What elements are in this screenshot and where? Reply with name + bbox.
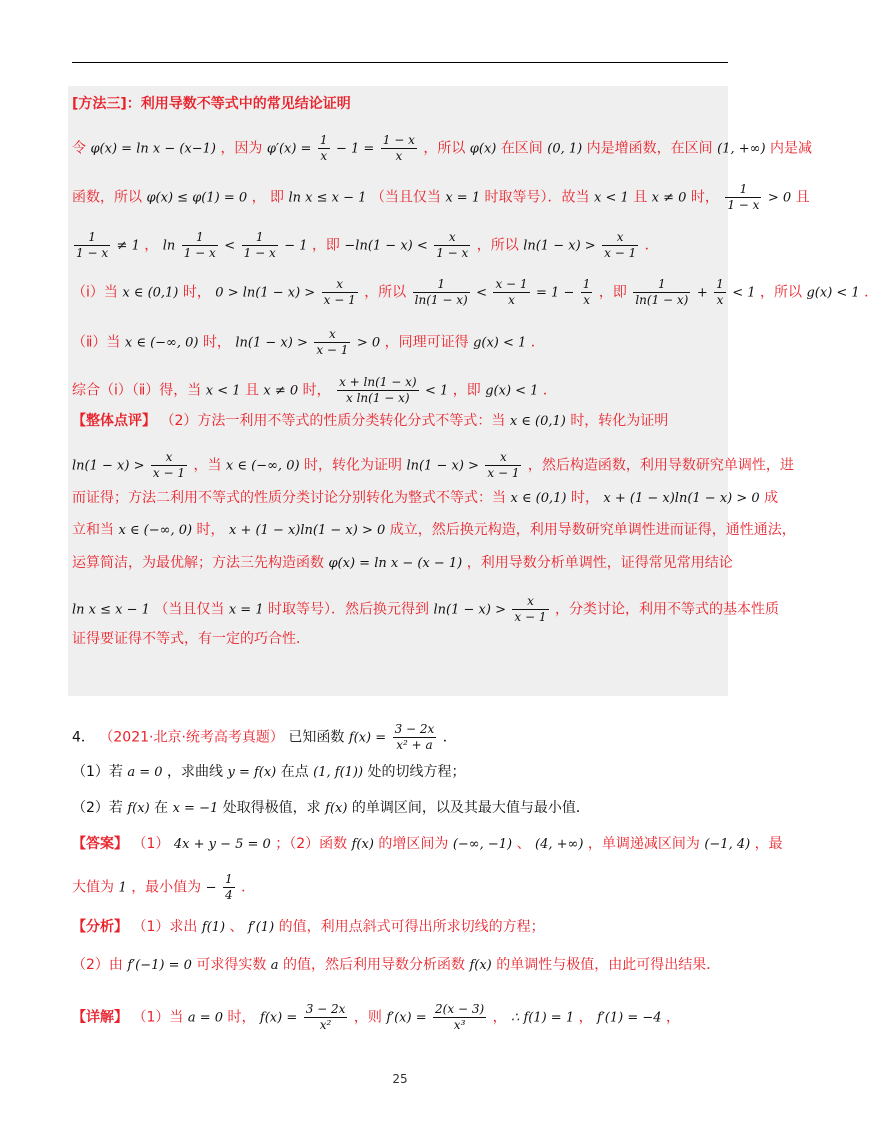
- analysis-line-1: 【分析】 （1）求出 f(1) 、 f′(1) 的值，利用点斜式可得出所求切线的方程；: [72, 919, 545, 935]
- header-rule: [72, 62, 728, 63]
- review-line-1: 【整体点评】 （2）方法一利用不等式的性质分类转化分式不等式：当 x ∈ (0,1) 时，转化为证明: [72, 413, 669, 429]
- fraction: $\frac{1}{1 - x}$: [76, 230, 109, 260]
- fraction: $\frac{x - 1}{x}$: [495, 277, 528, 307]
- fraction: $\frac{1 - x}{x}$: [382, 133, 415, 163]
- page-number: 25: [392, 1072, 408, 1086]
- fraction: $\frac{x + \ln(1 - x)}{\text{x ln(1 − x)}}$: [339, 375, 417, 405]
- answer-line-1: 【答案】 （1） 4x + y − 5 = 0 ；（2）函数 f(x) 的增区间为 (−∞, −1) 、 (4, +∞) ，单调递减区间为 (−1, 4) ，最: [72, 836, 783, 852]
- fraction: $\frac{x}{x - 1}$: [152, 450, 186, 480]
- fraction: $\frac{x}{x - 1}$: [487, 450, 520, 480]
- question-2: （2）若 f(x) 在 x = −1 处取得极值，求 f(x) 的单调区间，以及其最大值与最小值．: [72, 800, 590, 816]
- analysis-line-2: （2）由 f′(−1) = 0 可求得实数 a 的值，然后利用导数分析函数 f(x) 的单调性与极值，由此可得出结果．: [72, 957, 721, 973]
- method3-line-4: （ⅰ）当 x ∈ (0,1) 时， 0 > ln(1 − x) > $\frac{x}{x - 1}$ ，所以 $\frac{1}{\ln(1 - x)}$ < $\frac{x - 1}{x}$ = 1 − $\frac{1}{x}$ ，即 $\frac{1}{\ln(1 - x)}$ + $\frac{1}{x}$ < 1 ，所以 g(x) < 1 ．: [72, 277, 878, 307]
- fraction: $\frac{1}{\ln(1 - x)}$: [635, 277, 689, 307]
- fraction: $\frac{1}{1 - x}$: [183, 230, 216, 260]
- method3-line-3: $\frac{1}{1 - x}$ ≠ 1 ， ln $\frac{1}{1 - x}$ < $\frac{1}{1 - x}$ − 1 ，即 −ln(1 − x) < $\frac{x}{1 - x}$ ，所以 ln(1 − x) > $\frac{x}{x - 1}$ ．: [76, 230, 659, 260]
- review-line-4: 立和当 x ∈ (−∞, 0) 时， x + (1 − x)ln(1 − x) > 0 成立，然后换元构造，利用导数研究单调性进而证得，通性通法，: [72, 522, 796, 538]
- review-line-6: ln x ≤ x − 1 （当且仅当 x = 1 时取等号）．然后换元得到 ln(1 − x) > $\frac{x}{x - 1}$ ，分类讨论，利用不等式的基本性质: [72, 594, 779, 624]
- fraction: $\frac{1}{1 - x}$: [727, 182, 760, 212]
- detail-line-1: 【详解】 （1）当 a = 0 时， f(x) = $\frac{3 - 2x}{\text{x²}}$ ，则 f′(x) = $\frac{2(x - 3)}{\text{x³}}$ ， ∴ f(1) = 1 ， f′(1) = −4 ，: [72, 1002, 680, 1032]
- review-line-7: 证得要证得不等式，有一定的巧合性．: [72, 631, 310, 647]
- answer-line-2: 大值为 1 ，最小值为 − $\frac{1}{4}$ ．: [72, 872, 256, 902]
- method3-line-6: 综合（ⅰ）（ⅱ）得，当 x < 1 且 x ≠ 0 时， $\frac{x + \ln(1 - x)}{\text{x ln(1 − x)}}$ < 1 ，即 g(x) < 1 ．: [72, 375, 557, 405]
- fraction: $\frac{1}{x}$: [319, 133, 328, 163]
- fraction: $\frac{3 - 2x}{\text{x²}}$: [305, 1002, 346, 1032]
- fraction: $\frac{x}{x - 1}$: [514, 594, 547, 624]
- fraction: $\frac{3 - 2x}{\text{x² + a}}$: [394, 722, 435, 752]
- review-line-5: 运算简洁，为最优解；方法三先构造函数 φ(x) = ln x − (x − 1) ，利用导数分析单调性，证得常见常用结论: [72, 555, 733, 571]
- fraction: $\frac{x}{x - 1}$: [316, 327, 349, 357]
- fraction: $\frac{x}{x - 1}$: [323, 277, 356, 307]
- fraction: $\frac{1}{\ln(1 - x)}$: [414, 277, 468, 307]
- fraction: $\frac{1}{1 - x}$: [243, 230, 276, 260]
- fraction: $\frac{1}{x}$: [582, 277, 591, 307]
- method3-line-2: 函数，所以 φ(x) ≤ φ(1) = 0 ， 即 ln x ≤ x − 1 （当且仅当 x = 1 时取等号）．故当 x < 1 且 x ≠ 0 时， $\frac{1}{1 - x}$ > 0 且: [72, 182, 810, 212]
- method3-title: [方法三]：利用导数不等式中的常见结论证明: [72, 96, 351, 112]
- question-1: （1）若 a = 0 ，求曲线 y = f(x) 在点 (1, f(1)) 处的切线方程；: [72, 764, 466, 780]
- fraction: $\frac{x}{1 - x}$: [436, 230, 469, 260]
- review-line-2: ln(1 − x) > $\frac{x}{x - 1}$ ，当 x ∈ (−∞, 0) 时，转化为证明 ln(1 − x) > $\frac{x}{x - 1}$ ，然后构造函数，利用导数研究单调性，进: [72, 450, 794, 480]
- fraction: $\frac{1}{4}$: [225, 872, 233, 902]
- fraction: $\frac{2(x - 3)}{\text{x³}}$: [435, 1002, 485, 1032]
- review-line-3: 而证得；方法二利用不等式的性质分类讨论分别转化为整式不等式：当 x ∈ (0,1) 时， x + (1 − x)ln(1 − x) > 0 成: [72, 490, 779, 506]
- method3-line-1: 令 φ(x) = ln x − (x−1) ，因为 φ′(x) = $\frac{1}{x}$ − 1 = $\frac{1 - x}{x}$ ，所以 φ(x) 在区间 (0, 1) 内是增函数，在区间 (1, +∞) 内是减: [72, 133, 812, 163]
- method3-line-5: （ⅱ）当 x ∈ (−∞, 0) 时， ln(1 − x) > $\frac{x}{x - 1}$ > 0 ，同理可证得 g(x) < 1 ．: [72, 327, 545, 357]
- problem-4-header: 4． （2021·北京·统考高考真题） 已知函数 f(x) = $\frac{3 - 2x}{\text{x² + a}}$ ．: [72, 722, 457, 752]
- fraction: $\frac{x}{x - 1}$: [604, 230, 637, 260]
- fraction: $\frac{1}{x}$: [716, 277, 724, 307]
